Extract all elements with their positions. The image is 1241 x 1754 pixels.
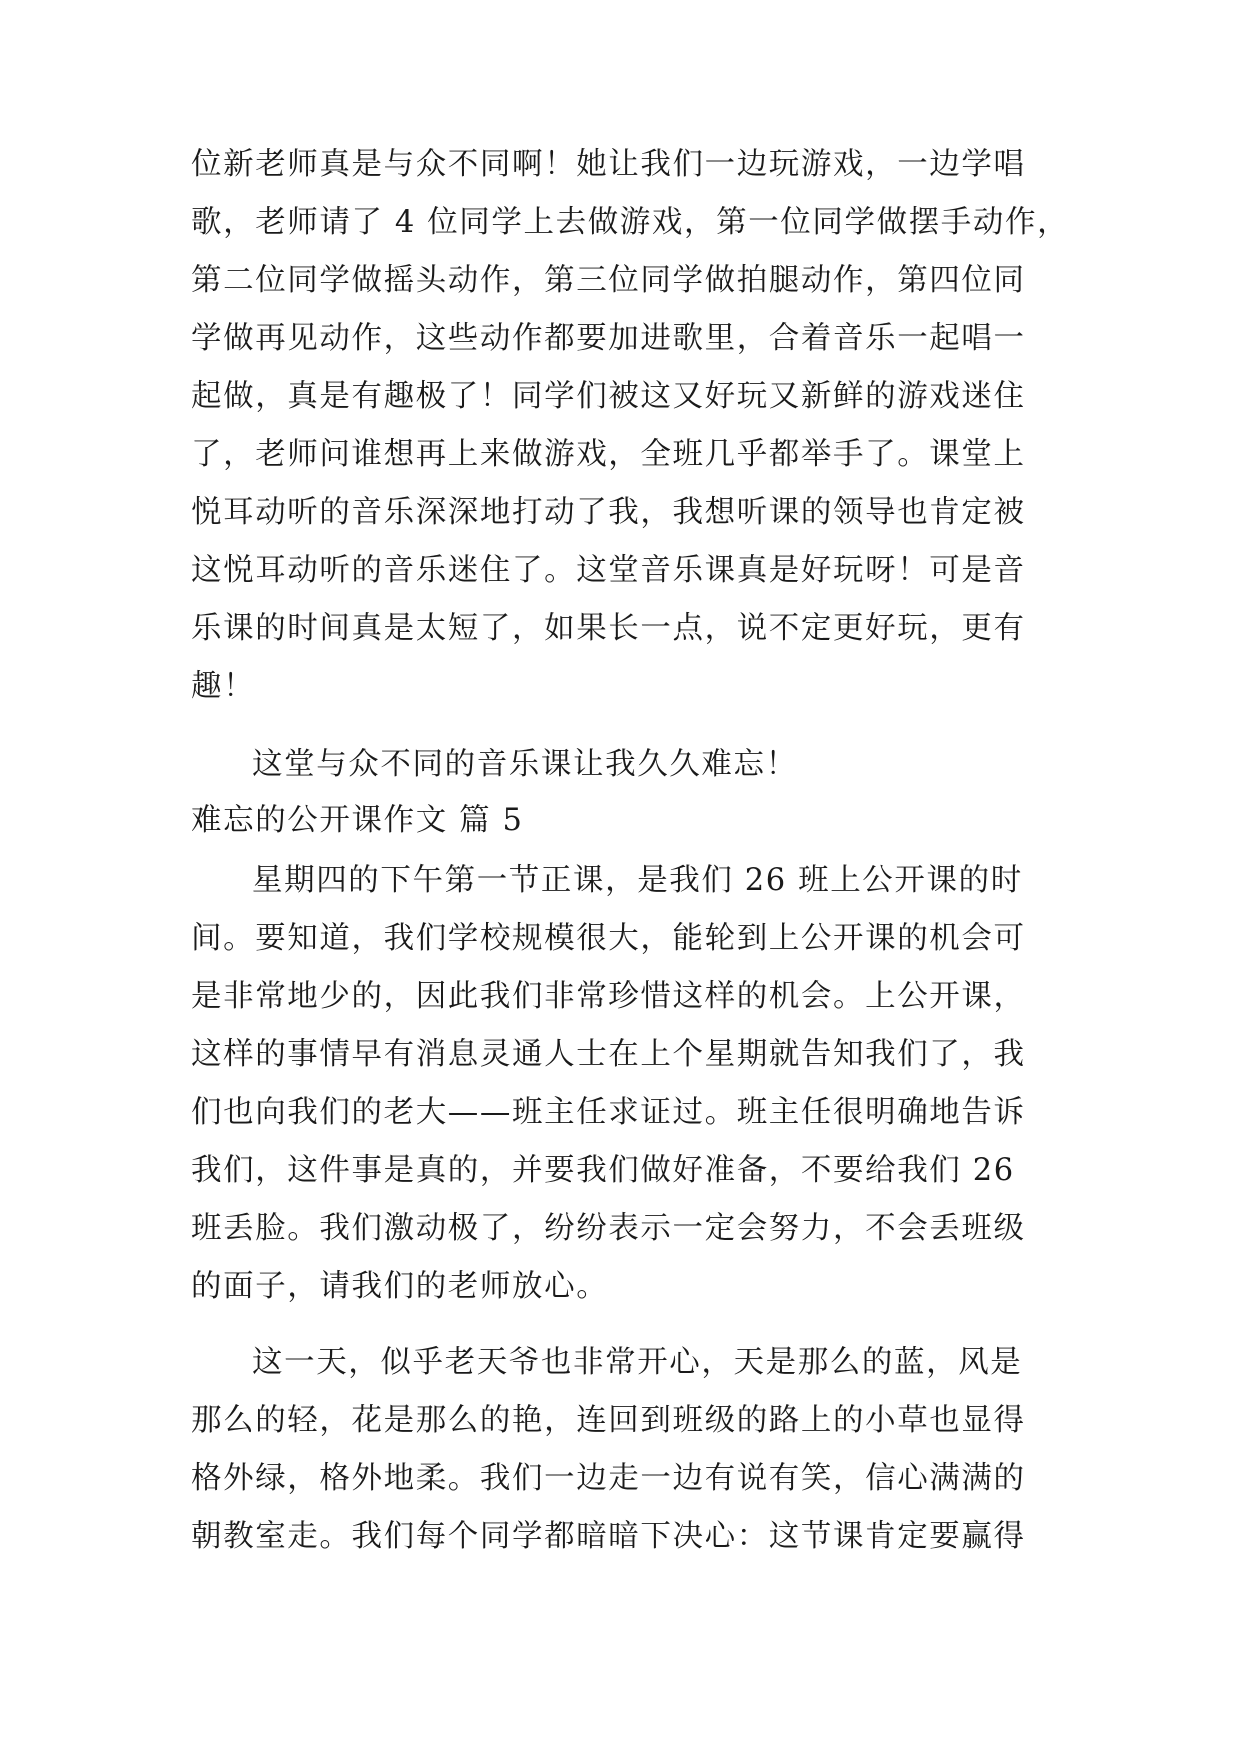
text-line: 位新老师真是与众不同啊！她让我们一边玩游戏，一边学唱 <box>191 147 1026 182</box>
text-line: 朝教室走。我们每个同学都暗暗下决心：这节课肯定要赢得 <box>191 1519 1026 1554</box>
text-line: 格外绿，格外地柔。我们一边走一边有说有笑，信心满满的 <box>191 1461 1026 1496</box>
text-line: 这样的事情早有消息灵通人士在上个星期就告知我们了，我 <box>191 1037 1026 1072</box>
text-line: 我们，这件事是真的，并要我们做好准备，不要给我们 26 <box>191 1153 1015 1188</box>
paragraph-line: 这堂与众不同的音乐课让我久久难忘！ <box>252 747 798 782</box>
text-line: 歌，老师请了 4 位同学上去做游戏，第一位同学做摆手动作， <box>191 205 1070 240</box>
text-line: 班丢脸。我们激动极了，纷纷表示一定会努力，不会丢班级 <box>191 1211 1026 1246</box>
text-line: 趣！ <box>191 669 256 704</box>
text-line: 是非常地少的，因此我们非常珍惜这样的机会。上公开课， <box>191 979 1026 1014</box>
paragraph-line: 星期四的下午第一节正课，是我们 26 班上公开课的时 <box>252 863 1023 898</box>
text-line: 们也向我们的老大——班主任求证过。班主任很明确地告诉 <box>191 1095 1026 1130</box>
text-line: 悦耳动听的音乐深深地打动了我，我想听课的领导也肯定被 <box>191 495 1026 530</box>
text-line: 的面子，请我们的老师放心。 <box>191 1269 609 1304</box>
text-line: 乐课的时间真是太短了，如果长一点，说不定更好玩，更有 <box>191 611 1026 646</box>
text-line: 了，老师问谁想再上来做游戏，全班几乎都举手了。课堂上 <box>191 437 1026 472</box>
section-heading: 难忘的公开课作文 篇 5 <box>191 803 524 838</box>
text-line: 第二位同学做摇头动作，第三位同学做拍腿动作，第四位同 <box>191 263 1026 298</box>
text-line: 起做，真是有趣极了！同学们被这又好玩又新鲜的游戏迷住 <box>191 379 1026 414</box>
text-line: 学做再见动作，这些动作都要加进歌里，合着音乐一起唱一 <box>191 321 1026 356</box>
paragraph-line: 这一天，似乎老天爷也非常开心，天是那么的蓝，风是 <box>252 1345 1023 1380</box>
text-line: 间。要知道，我们学校规模很大，能轮到上公开课的机会可 <box>191 921 1026 956</box>
text-line: 这悦耳动听的音乐迷住了。这堂音乐课真是好玩呀！可是音 <box>191 553 1026 588</box>
text-line: 那么的轻，花是那么的艳，连回到班级的路上的小草也显得 <box>191 1403 1026 1438</box>
